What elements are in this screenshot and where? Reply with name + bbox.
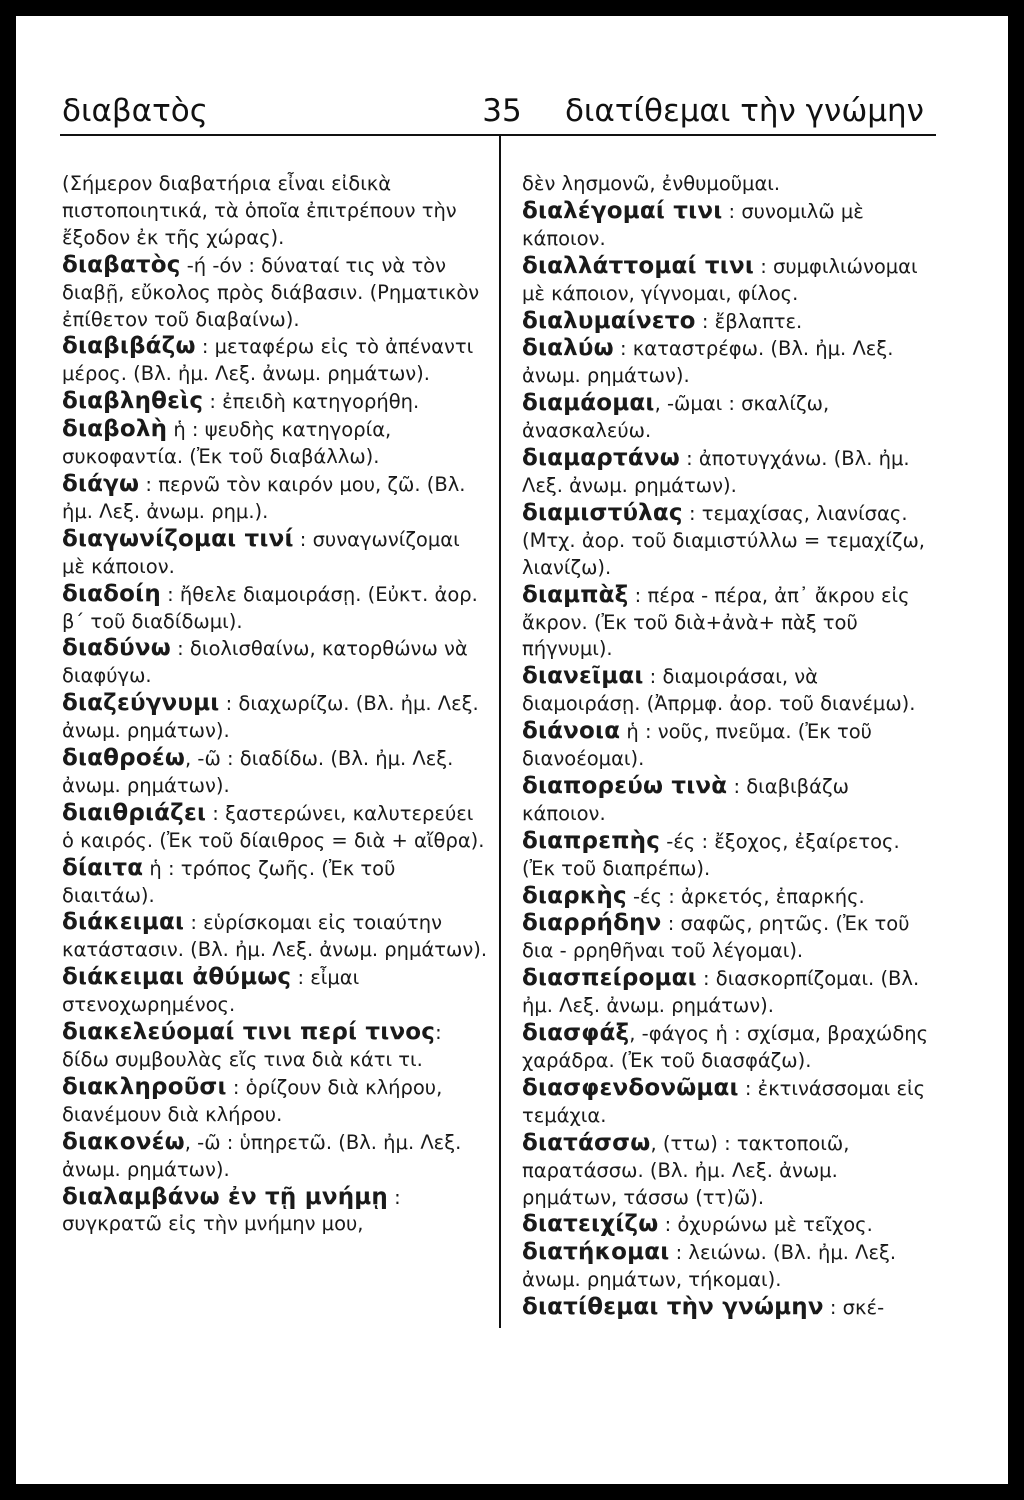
dictionary-entry (62, 690, 488, 745)
entry-headword: διάνοια (522, 718, 621, 745)
entry-definition: : συναγωνίζομαι μὲ κάποιον. (62, 527, 460, 578)
dictionary-entry (62, 1074, 488, 1129)
entry-definition: , (ττω) : τακτοποιῶ, παρατάσσω. (Βλ. ἠμ. Λεξ. ἀνωμ. ρημάτων, τάσσω (ττ)ῶ). (522, 1131, 850, 1209)
header-rule (60, 134, 936, 136)
entry-definition: : περνῶ τὸν καιρόν μου, ζῶ. (Βλ. ἠμ. Λεξ. ἀνωμ. ρημ.). (62, 472, 466, 523)
entry-headword: διαμιστύλας (522, 499, 683, 526)
dictionary-entry (522, 1239, 934, 1294)
dictionary-entry (62, 388, 488, 416)
dictionary-entry (522, 965, 934, 1020)
entry-definition: : σκέ- (823, 1296, 885, 1320)
entry-definition: ἡ : νοῦς, πνεῦμα. (Ἐκ τοῦ διανοέομαι). (522, 720, 872, 771)
entry-definition: : τεμαχίσας, λιανίσας. (Μτχ. ἀορ. τοῦ διαμιστύλλω = τεμαχίζω, λιανίζω). (522, 501, 925, 579)
entry-headword: διάκειμαι ἀθύμως (62, 964, 292, 991)
dictionary-entry (522, 335, 934, 390)
dictionary-entry (522, 883, 934, 911)
dictionary-entry (522, 170, 934, 198)
entry-definition: : σαφῶς, ρητῶς. (Ἐκ τοῦ δια - ρρηθῆναι τοῦ λέγομαι). (522, 912, 910, 963)
entry-headword: διαρρήδην (522, 910, 662, 937)
dictionary-entry (522, 500, 934, 582)
entry-definition: , -ῶ : διαδίδω. (Βλ. ἠμ. Λεξ. ἀνωμ. ρημάτων). (62, 747, 454, 797)
entry-headword: διατήκομαι (522, 1239, 670, 1266)
entry-definition: : ὀχυρώνω μὲ τεῖχος. (658, 1213, 873, 1237)
entry-definition: , -ῶ : ὑπηρετῶ. (Βλ. ἠμ. Λεξ. ἀνωμ. ρημάτων). (62, 1130, 462, 1181)
dictionary-entry (62, 909, 488, 964)
entry-headword: διαδύνω (62, 635, 171, 662)
dictionary-entry (62, 635, 488, 690)
entry-definition: : μεταφέρω εἰς τὸ ἀπέναντι μέρος. (Βλ. ἠμ. Λεξ. ἀνωμ. ρημάτων). (62, 335, 474, 386)
entry-headword: διατειχίζω (522, 1211, 659, 1238)
entry-headword: διανεῖμαι (522, 663, 644, 690)
dictionary-entry (522, 1294, 934, 1322)
dictionary-entry (522, 1130, 934, 1212)
entry-definition: : ἐπειδὴ κατηγορήθη. (203, 390, 420, 414)
dictionary-entry (62, 1129, 488, 1184)
dictionary-entry (522, 390, 934, 445)
dictionary-entry (62, 745, 488, 800)
entry-definition: : διολισθαίνω, κατορθώνω νὰ διαφύγω. (62, 637, 468, 688)
running-head-left: διαβατὸς (62, 93, 208, 129)
entry-definition: : ξαστερώνει, καλυτερεύει ὁ καιρός. (Ἐκ τοῦ δίαιθρος = διὰ + αἴθρα). (62, 801, 485, 852)
entry-definition: δὲν λησμονῶ, ἐνθυμοῦμαι. (522, 172, 781, 195)
dictionary-entry (62, 526, 488, 581)
entry-headword: δίαιτα (62, 854, 144, 881)
entry-headword: διαλαμβάνω ἐν τῇ μνήμῃ (62, 1183, 388, 1210)
entry-definition: -ές : ἔξοχος, ἐξαίρετος. (Ἐκ τοῦ διαπρέπω). (522, 829, 900, 880)
entry-definition: : δίδω συμβουλὰς εἴς τινα διὰ κάτι τι. (62, 1021, 442, 1071)
dictionary-entry (62, 1019, 488, 1074)
entry-definition: : συμφιλιώνομαι μὲ κάποιον, γίγνομαι, φίλος. (522, 254, 918, 305)
running-head-right: διατίθεμαι τὴν γνώμην (564, 93, 924, 129)
dictionary-entry (522, 1211, 934, 1239)
entry-headword: διαμαρτάνω (522, 445, 680, 472)
column-divider (499, 134, 501, 1328)
entry-definition: : ἤθελε διαμοιράσῃ. (Εὐκτ. ἀορ. β΄ τοῦ διαδίδωμι). (62, 582, 478, 633)
entry-headword: διασφενδονῶμαι (522, 1074, 739, 1101)
dictionary-entry (62, 964, 488, 1019)
dictionary-entry (62, 471, 488, 526)
entry-definition: : πέρα - πέρα, ἀπ᾽ ἄκρου εἰς ἄκρον. (Ἐκ τοῦ διὰ+ἀνὰ+ πὰξ τοῦ πήγνυμι). (522, 583, 910, 661)
entry-definition: : λειώνω. (Βλ. ἠμ. Λεξ. ἀνωμ. ρημάτων, τήκομαι). (522, 1241, 897, 1292)
dictionary-entry (62, 581, 488, 636)
dictionary-entry (522, 718, 934, 773)
entry-headword: διασφάξ (522, 1020, 630, 1047)
entry-definition: -ές : ἀρκετός, ἐπαρκής. (626, 884, 865, 908)
entry-headword: διαιθριάζει (62, 799, 207, 826)
entry-headword: διαμπὰξ (522, 581, 629, 608)
entry-headword: διαλέγομαί τινι (522, 197, 723, 224)
entry-definition: : διασκορπίζομαι. (Βλ. ἠμ. Λεξ. ἀνωμ. ρημάτων). (522, 967, 920, 1018)
entry-headword: διατάσσω (522, 1129, 651, 1156)
dictionary-entry (522, 198, 934, 253)
entry-definition: : συνομιλῶ μὲ κάποιον. (522, 199, 864, 250)
entry-headword: διαζεύγνυμι (62, 690, 220, 717)
entry-definition: : ὁρίζουν διὰ κλήρου, διανέμουν διὰ κλήρου. (62, 1075, 443, 1126)
entry-headword: διαθροέω (62, 745, 186, 772)
entry-headword: διαβατὸς (62, 251, 181, 278)
dictionary-entry (522, 828, 934, 883)
dictionary-entry (522, 910, 934, 965)
right-column (522, 170, 934, 1322)
dictionary-entry (522, 445, 934, 500)
dictionary-entry (522, 308, 934, 336)
entry-definition: : ἔβλαπτε. (695, 309, 803, 333)
entry-headword: διαδοίη (62, 580, 161, 607)
dictionary-entry (522, 1020, 934, 1075)
dictionary-entry (62, 170, 488, 252)
entry-headword: διάγω (62, 470, 140, 497)
entry-headword: διασπείρομαι (522, 965, 697, 992)
entry-definition: : εἶμαι στενοχωρημένος. (62, 966, 360, 1017)
entry-headword: διακελεύομαί τινι περί τινος (62, 1019, 436, 1046)
entry-definition: , -φάγος ἡ : σχίσμα, βραχώδης χαράδρα. (Ἐκ τοῦ διασφάζω). (522, 1022, 929, 1072)
dictionary-entry (522, 663, 934, 718)
dictionary-entry (522, 582, 934, 664)
left-column (62, 170, 488, 1238)
dictionary-entry (522, 1075, 934, 1130)
entry-definition: : εὑρίσκομαι εἰς τοιαύτην κατάστασιν. (Βλ. ἠμ. Λεξ. ἀνωμ. ρημάτων). (62, 911, 488, 962)
entry-headword: διαλύω (522, 335, 614, 362)
entry-headword: διαβιβάζω (62, 333, 196, 360)
entry-definition: , -ῶμαι : σκαλίζω, ἀνασκαλεύω. (522, 392, 830, 443)
dictionary-entry (62, 800, 488, 855)
entry-headword: διαβολὴ (62, 416, 168, 443)
entry-headword: διακληροῦσι (62, 1073, 227, 1100)
entry-headword: διαπρεπὴς (522, 827, 661, 854)
entry-definition: ἡ : ψευδὴς κατηγορία, συκοφαντία. (Ἐκ τοῦ διαβάλλω). (62, 418, 392, 469)
entry-headword: διάκειμαι (62, 909, 185, 936)
dictionary-entry (522, 253, 934, 308)
entry-definition: (Σήμερον διαβατήρια εἶναι εἰδικὰ πιστοποιητικά, τὰ ὁποῖα ἐπιτρέπουν τὴν ἔξοδον ἐκ τῆς χώρας). (62, 172, 457, 249)
dictionary-entry (62, 855, 488, 910)
entry-definition: : ἀποτυγχάνω. (Βλ. ἠμ. Λεξ. ἀνωμ. ρημάτων). (522, 447, 910, 497)
entry-definition: : διαμοιράσαι, νὰ διαμοιράσῃ. (Ἀπρμφ. ἀορ. τοῦ διανέμω). (522, 665, 916, 716)
entry-headword: διαγωνίζομαι τινί (62, 525, 294, 552)
entry-definition: : διαβιβάζω κάποιον. (522, 774, 849, 825)
dictionary-entry (522, 773, 934, 828)
entry-definition: ἡ : τρόπος ζωῆς. (Ἐκ τοῦ διαιτάω). (62, 856, 396, 907)
entry-definition: -ή -όν : δύναταί τις νὰ τὸν διαβῇ, εὔκολος πρὸς διάβασιν. (Ρηματικὸν ἐπίθετον τοῦ διαβαίνω). (62, 253, 480, 331)
page-number: 35 (482, 93, 522, 129)
entry-headword: διακονέω (62, 1128, 185, 1155)
dictionary-page (16, 16, 1008, 1484)
entry-headword: διαβληθεὶς (62, 388, 204, 415)
entry-headword: διαλυμαίνετο (522, 307, 696, 334)
entry-headword: διαπορεύω τινὰ (522, 772, 728, 799)
entry-headword: διατίθεμαι τὴν γνώμην (522, 1294, 824, 1321)
entry-definition: : συγκρατῶ εἰς τὴν μνήμην μου, (62, 1185, 401, 1236)
entry-headword: διαρκὴς (522, 882, 627, 909)
entry-definition: : διαχωρίζω. (Βλ. ἠμ. Λεξ. ἀνωμ. ρημάτων). (62, 692, 479, 743)
entry-headword: διαλλάττομαί τινι (522, 252, 754, 279)
dictionary-entry (62, 333, 488, 388)
dictionary-entry (62, 252, 488, 334)
entry-definition: : καταστρέφω. (Βλ. ἠμ. Λεξ. ἀνωμ. ρημάτων). (522, 337, 894, 388)
dictionary-entry (62, 1184, 488, 1239)
entry-definition: : ἐκτινάσσομαι εἰς τεμάχια. (522, 1076, 926, 1127)
dictionary-entry (62, 416, 488, 471)
entry-headword: διαμάομαι (522, 390, 655, 417)
